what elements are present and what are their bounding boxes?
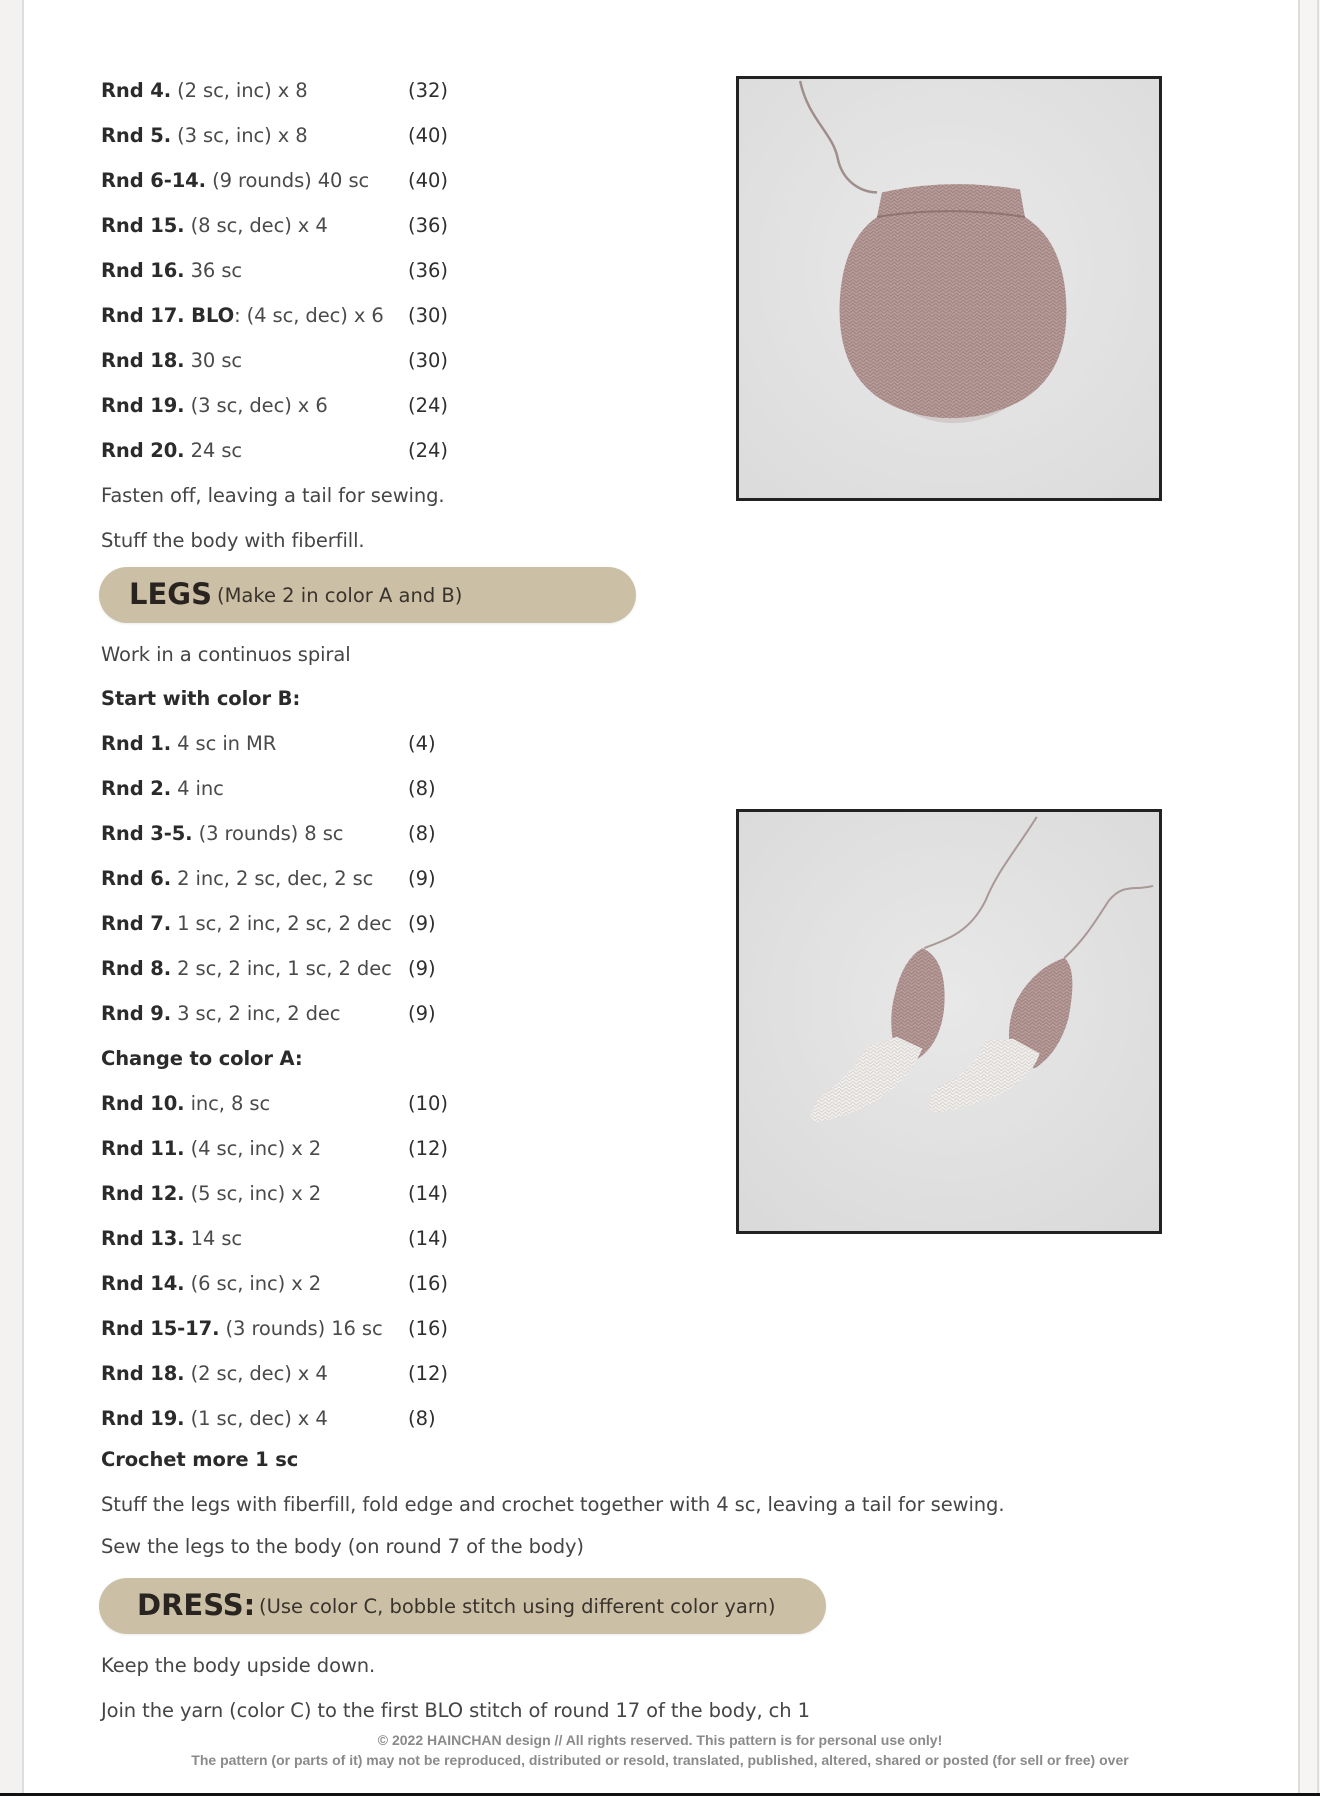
stitch-count: (12)	[408, 1362, 449, 1385]
stitch-count: (24)	[408, 439, 449, 462]
stitch-count: (24)	[408, 394, 449, 417]
dress-subtitle: (Use color C, bobble stitch using different color yarn)	[259, 1595, 776, 1618]
round-row: Rnd 11. (4 sc, inc) x 2	[101, 1137, 322, 1160]
dress-note-keep: Keep the body upside down.	[101, 1654, 376, 1677]
round-row: Rnd 15-17. (3 rounds) 16 sc	[101, 1317, 383, 1340]
round-row: Rnd 3-5. (3 rounds) 8 sc	[101, 822, 344, 845]
round-row: Rnd 10. inc, 8 sc	[101, 1092, 271, 1115]
legs-subtitle: (Make 2 in color A and B)	[217, 584, 463, 607]
stitch-count: (40)	[408, 169, 449, 192]
body-photo	[736, 76, 1162, 501]
stitch-count: (30)	[408, 349, 449, 372]
page-right-margin	[1298, 0, 1320, 1793]
round-row: Rnd 4. (2 sc, inc) x 8	[101, 79, 308, 102]
round-row: Rnd 7. 1 sc, 2 inc, 2 sc, 2 dec	[101, 912, 392, 935]
round-row: Rnd 6. 2 inc, 2 sc, dec, 2 sc	[101, 867, 374, 890]
copyright-line: © 2022 HAINCHAN design // All rights reserved. This pattern is for personal use only!	[377, 1732, 943, 1748]
stitch-count: (9)	[408, 912, 436, 935]
stitch-count: (4)	[408, 732, 436, 755]
stitch-count: (36)	[408, 259, 449, 282]
crochet-body-image	[739, 79, 1159, 498]
stitch-count: (9)	[408, 867, 436, 890]
round-row: Rnd 6-14. (9 rounds) 40 sc	[101, 169, 370, 192]
body-note-fasten: Fasten off, leaving a tail for sewing.	[101, 484, 445, 507]
stitch-count: (14)	[408, 1182, 449, 1205]
stitch-count: (8)	[408, 822, 436, 845]
legs-note-stuff: Stuff the legs with fiberfill, fold edge and crochet together with 4 sc, leaving a tail for sewing.	[101, 1493, 1005, 1516]
stitch-count: (16)	[408, 1317, 449, 1340]
round-row: Rnd 20. 24 sc	[101, 439, 243, 462]
round-row: Rnd 13. 14 sc	[101, 1227, 243, 1250]
dress-note-join: Join the yarn (color C) to the first BLO stitch of round 17 of the body, ch 1	[101, 1699, 810, 1722]
round-row: Rnd 5. (3 sc, inc) x 8	[101, 124, 308, 147]
round-row: Rnd 1. 4 sc in MR	[101, 732, 277, 755]
stitch-count: (9)	[408, 1002, 436, 1025]
round-row: Rnd 15. (8 sc, dec) x 4	[101, 214, 328, 237]
crochet-legs-image	[739, 812, 1159, 1231]
round-row: Rnd 19. (3 sc, dec) x 6	[101, 394, 328, 417]
round-row: Rnd 18. 30 sc	[101, 349, 243, 372]
stitch-count: (32)	[408, 79, 449, 102]
stitch-count: (9)	[408, 957, 436, 980]
legs-note-sew: Sew the legs to the body (on round 7 of the body)	[101, 1535, 584, 1558]
round-row: Rnd 18. (2 sc, dec) x 4	[101, 1362, 328, 1385]
legs-finish-note: Crochet more 1 sc	[101, 1448, 299, 1471]
body-note-stuff: Stuff the body with fiberfill.	[101, 529, 365, 552]
round-row: Rnd 12. (5 sc, inc) x 2	[101, 1182, 322, 1205]
legs-start-note: Start with color B:	[101, 687, 301, 710]
legs-title: LEGS	[129, 577, 212, 611]
stitch-count: (8)	[408, 777, 436, 800]
legs-photo	[736, 809, 1162, 1234]
stitch-count: (12)	[408, 1137, 449, 1160]
stitch-count: (14)	[408, 1227, 449, 1250]
dress-title: DRESS:	[137, 1588, 256, 1622]
stitch-count: (8)	[408, 1407, 436, 1430]
round-row: Rnd 14. (6 sc, inc) x 2	[101, 1272, 322, 1295]
round-row: Rnd 17. BLO: (4 sc, dec) x 6	[101, 304, 384, 327]
round-row: Rnd 19. (1 sc, dec) x 4	[101, 1407, 328, 1430]
stitch-count: (40)	[408, 124, 449, 147]
page-left-margin	[0, 0, 24, 1793]
round-row: Rnd 9. 3 sc, 2 inc, 2 dec	[101, 1002, 341, 1025]
legs-intro: Work in a continuos spiral	[101, 643, 351, 666]
stitch-count: (36)	[408, 214, 449, 237]
stitch-count: (10)	[408, 1092, 449, 1115]
copyright-notice: The pattern (or parts of it) may not be reproduced, distributed or resold, translated, published, altered, shared or posted (for sell or free) over	[191, 1752, 1129, 1768]
stitch-count: (30)	[408, 304, 449, 327]
round-row: Rnd 16. 36 sc	[101, 259, 243, 282]
stitch-count: (16)	[408, 1272, 449, 1295]
dress-section-header	[99, 1578, 826, 1634]
legs-section-header	[99, 567, 636, 623]
round-row: Rnd 8. 2 sc, 2 inc, 1 sc, 2 dec	[101, 957, 392, 980]
legs-change-note: Change to color A:	[101, 1047, 303, 1070]
round-row: Rnd 2. 4 inc	[101, 777, 224, 800]
